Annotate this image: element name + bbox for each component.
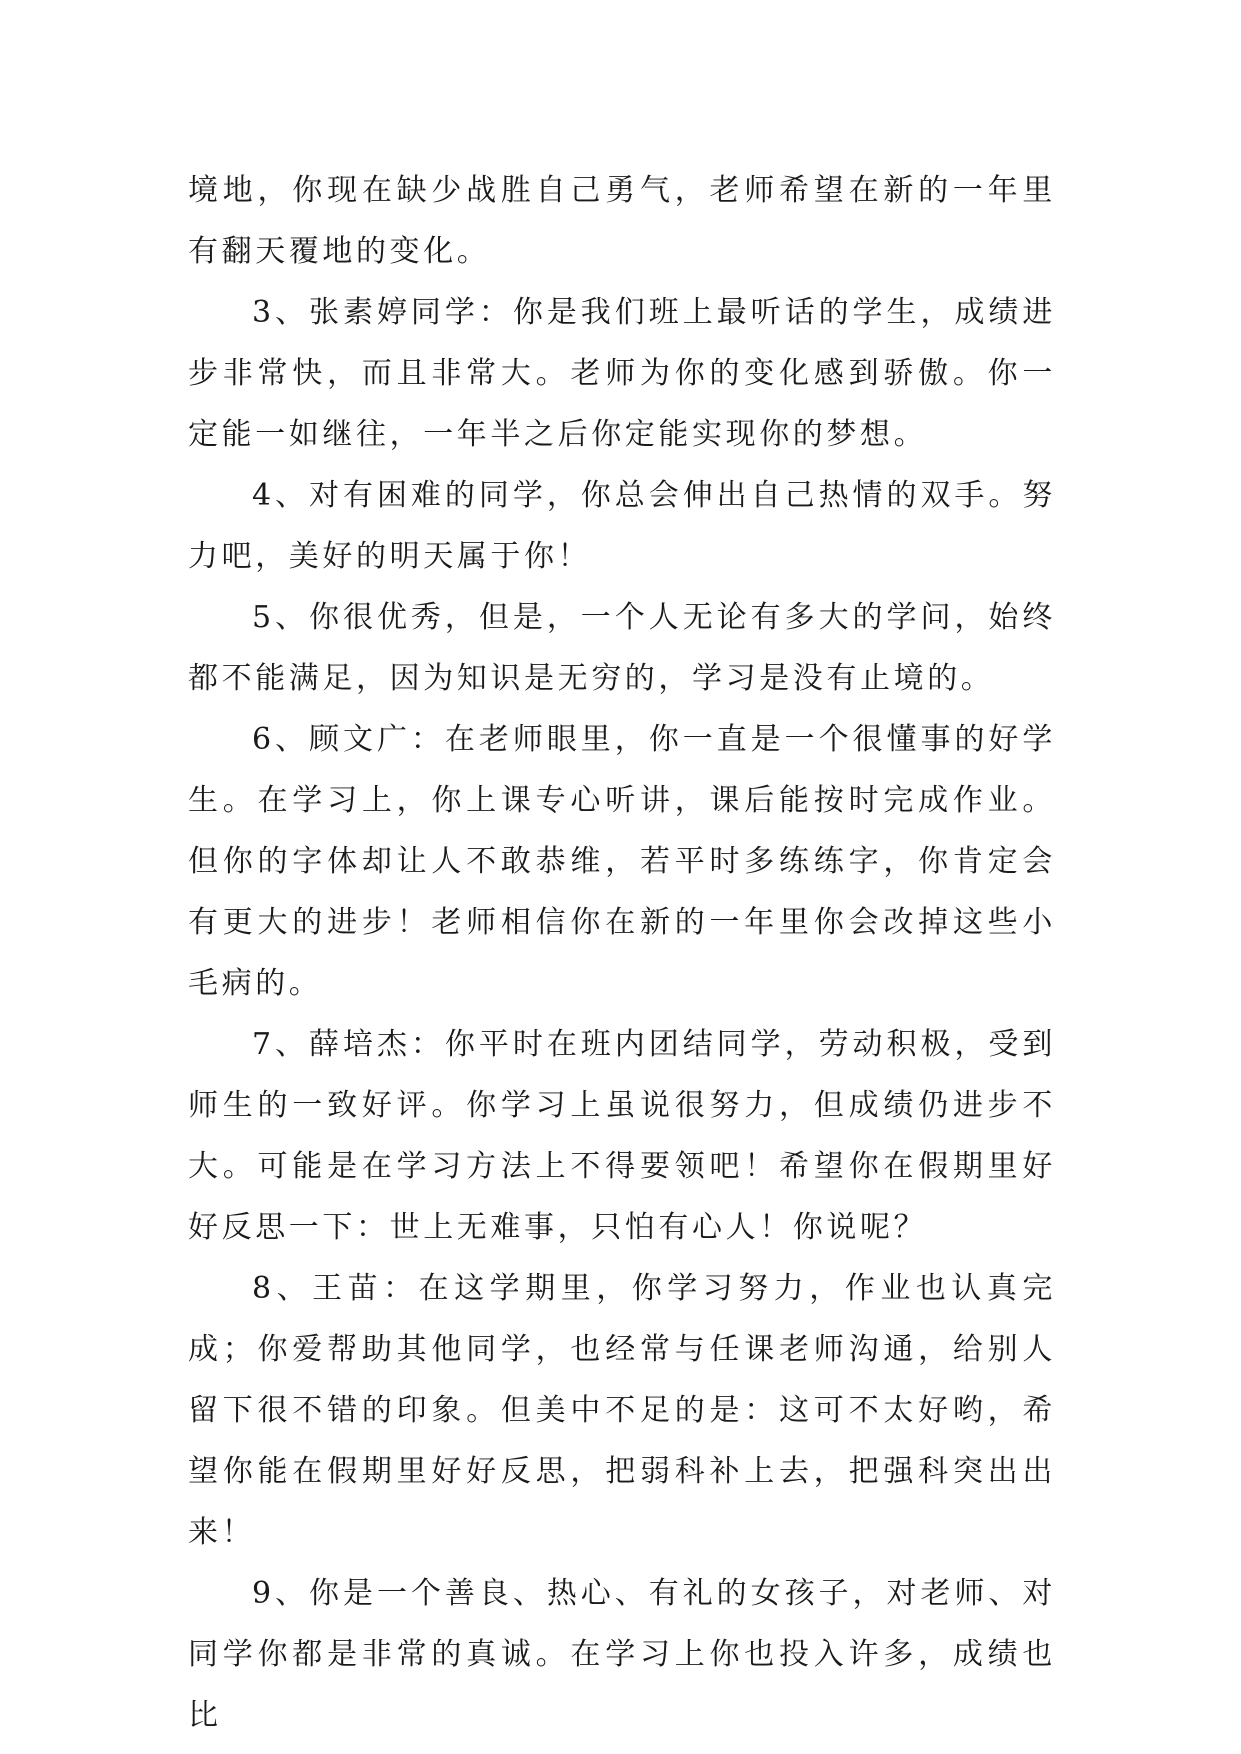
paragraph-item-8: 8、王苗：在这学期里，你学习努力，作业也认真完成；你爱帮助其他同学，也经常与任课老师沟通，给别人留下很不错的印象。但美中不足的是：这可不太好哟，希望你能在假期里好好反思，把弱科补上去，把强科突出出来！: [188, 1271, 1056, 1550]
paragraph-item-5: 5、你很优秀，但是，一个人无论有多大的学问，始终都不能满足，因为知识是无穷的，学习是没有止境的。: [188, 600, 1056, 696]
document-body: [188, 160, 1056, 1746]
paragraph-item-6: 6、顾文广：在老师眼里，你一直是一个很懂事的好学生。在学习上，你上课专心听讲，课后能按时完成作业。但你的字体却让人不敢恭维，若平时多练练字，你肯定会有更大的进步！老师相信你在新的一年里你会改掉这些小毛病的。: [188, 722, 1056, 1001]
paragraph-item-4: 4、对有困难的同学，你总会伸出自己热情的双手。努力吧，美好的明天属于你！: [188, 478, 1056, 574]
paragraph-item-9: 9、你是一个善良、热心、有礼的女孩子，对老师、对同学你都是非常的真诚。在学习上你也投入许多，成绩也比: [188, 1576, 1056, 1733]
paragraph-continuation: 境地，你现在缺少战胜自己勇气，老师希望在新的一年里有翻天覆地的变化。: [188, 173, 1056, 269]
paragraph-item-7: 7、薛培杰：你平时在班内团结同学，劳动积极，受到师生的一致好评。你学习上虽说很努力，但成绩仍进步不大。可能是在学习方法上不得要领吧！希望你在假期里好好反思一下：世上无难事，只怕有心人！你说呢？: [188, 1027, 1056, 1245]
paragraph-item-3: 3、张素婷同学：你是我们班上最听话的学生，成绩进步非常快，而且非常大。老师为你的变化感到骄傲。你一定能一如继往，一年半之后你定能实现你的梦想。: [188, 295, 1056, 452]
